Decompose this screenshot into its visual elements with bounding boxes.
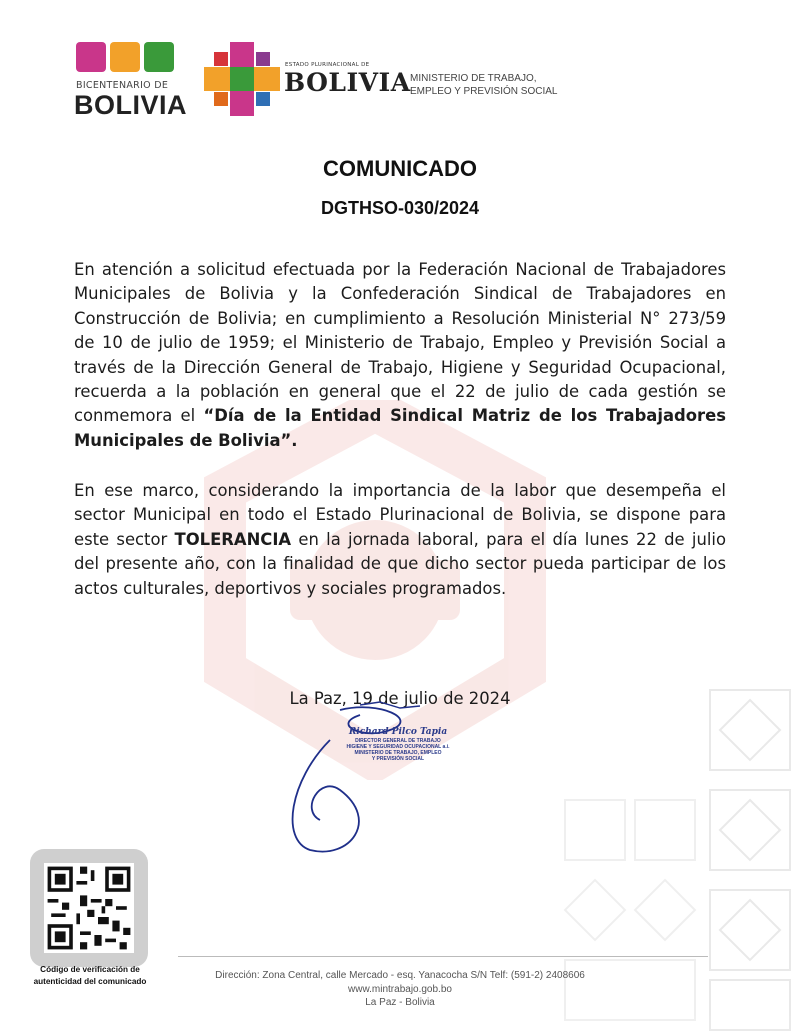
document-code: DGTHSO-030/2024 [320,198,480,218]
paragraph-2-bold: TOLERANCIA [174,529,292,549]
bicentenario-label: BICENTENARIO DE [76,80,169,91]
stamp-line-1: DIRECTOR GENERAL DE TRABAJO [355,738,441,744]
bicentenario-logo [72,38,192,118]
qr-code-icon [44,863,134,953]
qr-caption-line-2: autenticidad del comunicado [33,977,147,986]
bicentenario-bolivia: BOLIVIA [74,90,188,120]
qr-code[interactable] [44,863,134,953]
handwritten-signature [270,700,470,860]
header [72,38,772,128]
place-date: La Paz, 19 de julio de 2024 [289,689,511,708]
estado-bolivia-wordmark: BOLIVIA [284,68,411,97]
chakana-emblem-icon [204,42,280,116]
footer-address: Dirección: Zona Central, calle Mercado - esq. Yanacocha S/N Telf: (591-2) 2408606 [215,970,585,981]
ministry-name [410,72,557,98]
paragraph-1-bold: “Día de la Entidad Sindical Matriz de los Trabajadores Municipales de Bolivia”. [74,406,726,450]
paragraph-1-text: En atención a solicitud efectuada por la Federación Nacional de Trabajadores Municipales de Bolivia y la Confederación Sindical de Trabajadores en Construcción de Bolivia; en cumplimiento a Resolución Ministerial N° 273/59 de 10 de julio de 1959; el Ministerio de Trabajo, Empleo y Previsión Social a través de la Dirección General de Trabajo, Higiene y Seguridad Ocupacional, recuerda a la población en general que el 22 de julio de cada gestión se conmemora el [74,260,726,426]
estado-plurinacional-label: ESTADO PLURINACIONAL DE [285,62,370,68]
footer [150,969,650,1010]
qr-caption-line-1: Código de verificación de [40,965,140,974]
footer-website[interactable]: www.mintrabajo.gob.bo [348,983,452,995]
logo-block-magenta [76,42,106,72]
ministry-line-1: MINISTERIO DE TRABAJO, [410,73,537,84]
stamp-name: Richard Pilco Tapia [348,727,448,737]
stamp-line-4: Y PREVISIÓN SOCIAL [371,756,425,762]
footer-city: La Paz - Bolivia [365,997,435,1008]
stamp-line-2: HIGIENE Y SEGURIDAD OCUPACIONAL a.i. [346,744,450,750]
textile-pattern-decoration [700,680,800,1034]
paragraph-2-text-b: en la jornada laboral, para el día lunes 22 de julio del presente año, con la finalidad de que dicho sector pueda participar de los actos culturales, deportivos y sociales programados. [74,529,726,598]
document-title: COMUNICADO [323,156,477,181]
qr-code-frame[interactable] [30,849,148,967]
logo-block-orange [110,42,140,72]
stamp-line-3: MINISTERIO DE TRABAJO, EMPLEO [354,750,442,756]
paragraph-2 [74,479,726,601]
qr-caption [24,964,156,988]
paragraph-2-text-a: En ese marco, considerando la importancia de la labor que desempeña el sector Municipal en todo el Estado Plurinacional de Bolivia, se dispone para este sector [74,481,726,549]
ministry-line-2: EMPLEO Y PREVISIÓN SOCIAL [410,86,558,97]
official-stamp [333,727,463,762]
footer-divider [178,956,708,957]
paragraph-1 [74,258,726,453]
logo-block-green [144,42,174,72]
